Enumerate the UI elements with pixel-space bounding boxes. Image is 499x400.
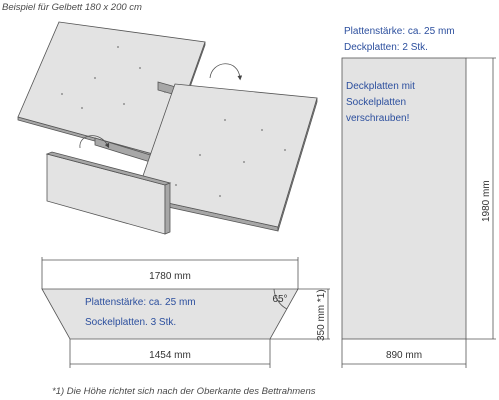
deck-note-line1: Plattenstärke: ca. 25 mm xyxy=(344,26,455,37)
base-angle-label: 65° xyxy=(272,294,288,305)
base-note-line1: Plattenstärke: ca. 25 mm xyxy=(85,297,196,308)
deck-note-line2: Deckplatten: 2 Stk. xyxy=(344,42,428,53)
exploded-view xyxy=(18,22,317,234)
deck-plate-drawing xyxy=(342,26,496,368)
caption-top: Beispiel für Gelbett 180 x 200 cm xyxy=(2,2,142,13)
base-top-width-label: 1780 mm xyxy=(149,271,191,282)
base-bottom-width-label: 1454 mm xyxy=(149,350,191,361)
deck-inner-line3: verschrauben! xyxy=(346,113,410,124)
deck-inner-line1: Deckplatten mit xyxy=(346,81,415,92)
base-plate-drawing xyxy=(42,257,330,368)
base-note-line2: Sockelplatten. 3 Stk. xyxy=(85,317,177,328)
base-height-label: 350 mm *1) xyxy=(316,289,327,341)
deck-width-label: 890 mm xyxy=(385,350,423,361)
caption-bottom: *1) Die Höhe richtet sich nach der Oberkante des Bettrahmens xyxy=(52,386,316,397)
deck-inner-line2: Sockelplatten xyxy=(346,97,407,108)
rotate-arrow-right xyxy=(210,64,240,78)
deck-height-label: 1980 mm xyxy=(481,180,492,222)
